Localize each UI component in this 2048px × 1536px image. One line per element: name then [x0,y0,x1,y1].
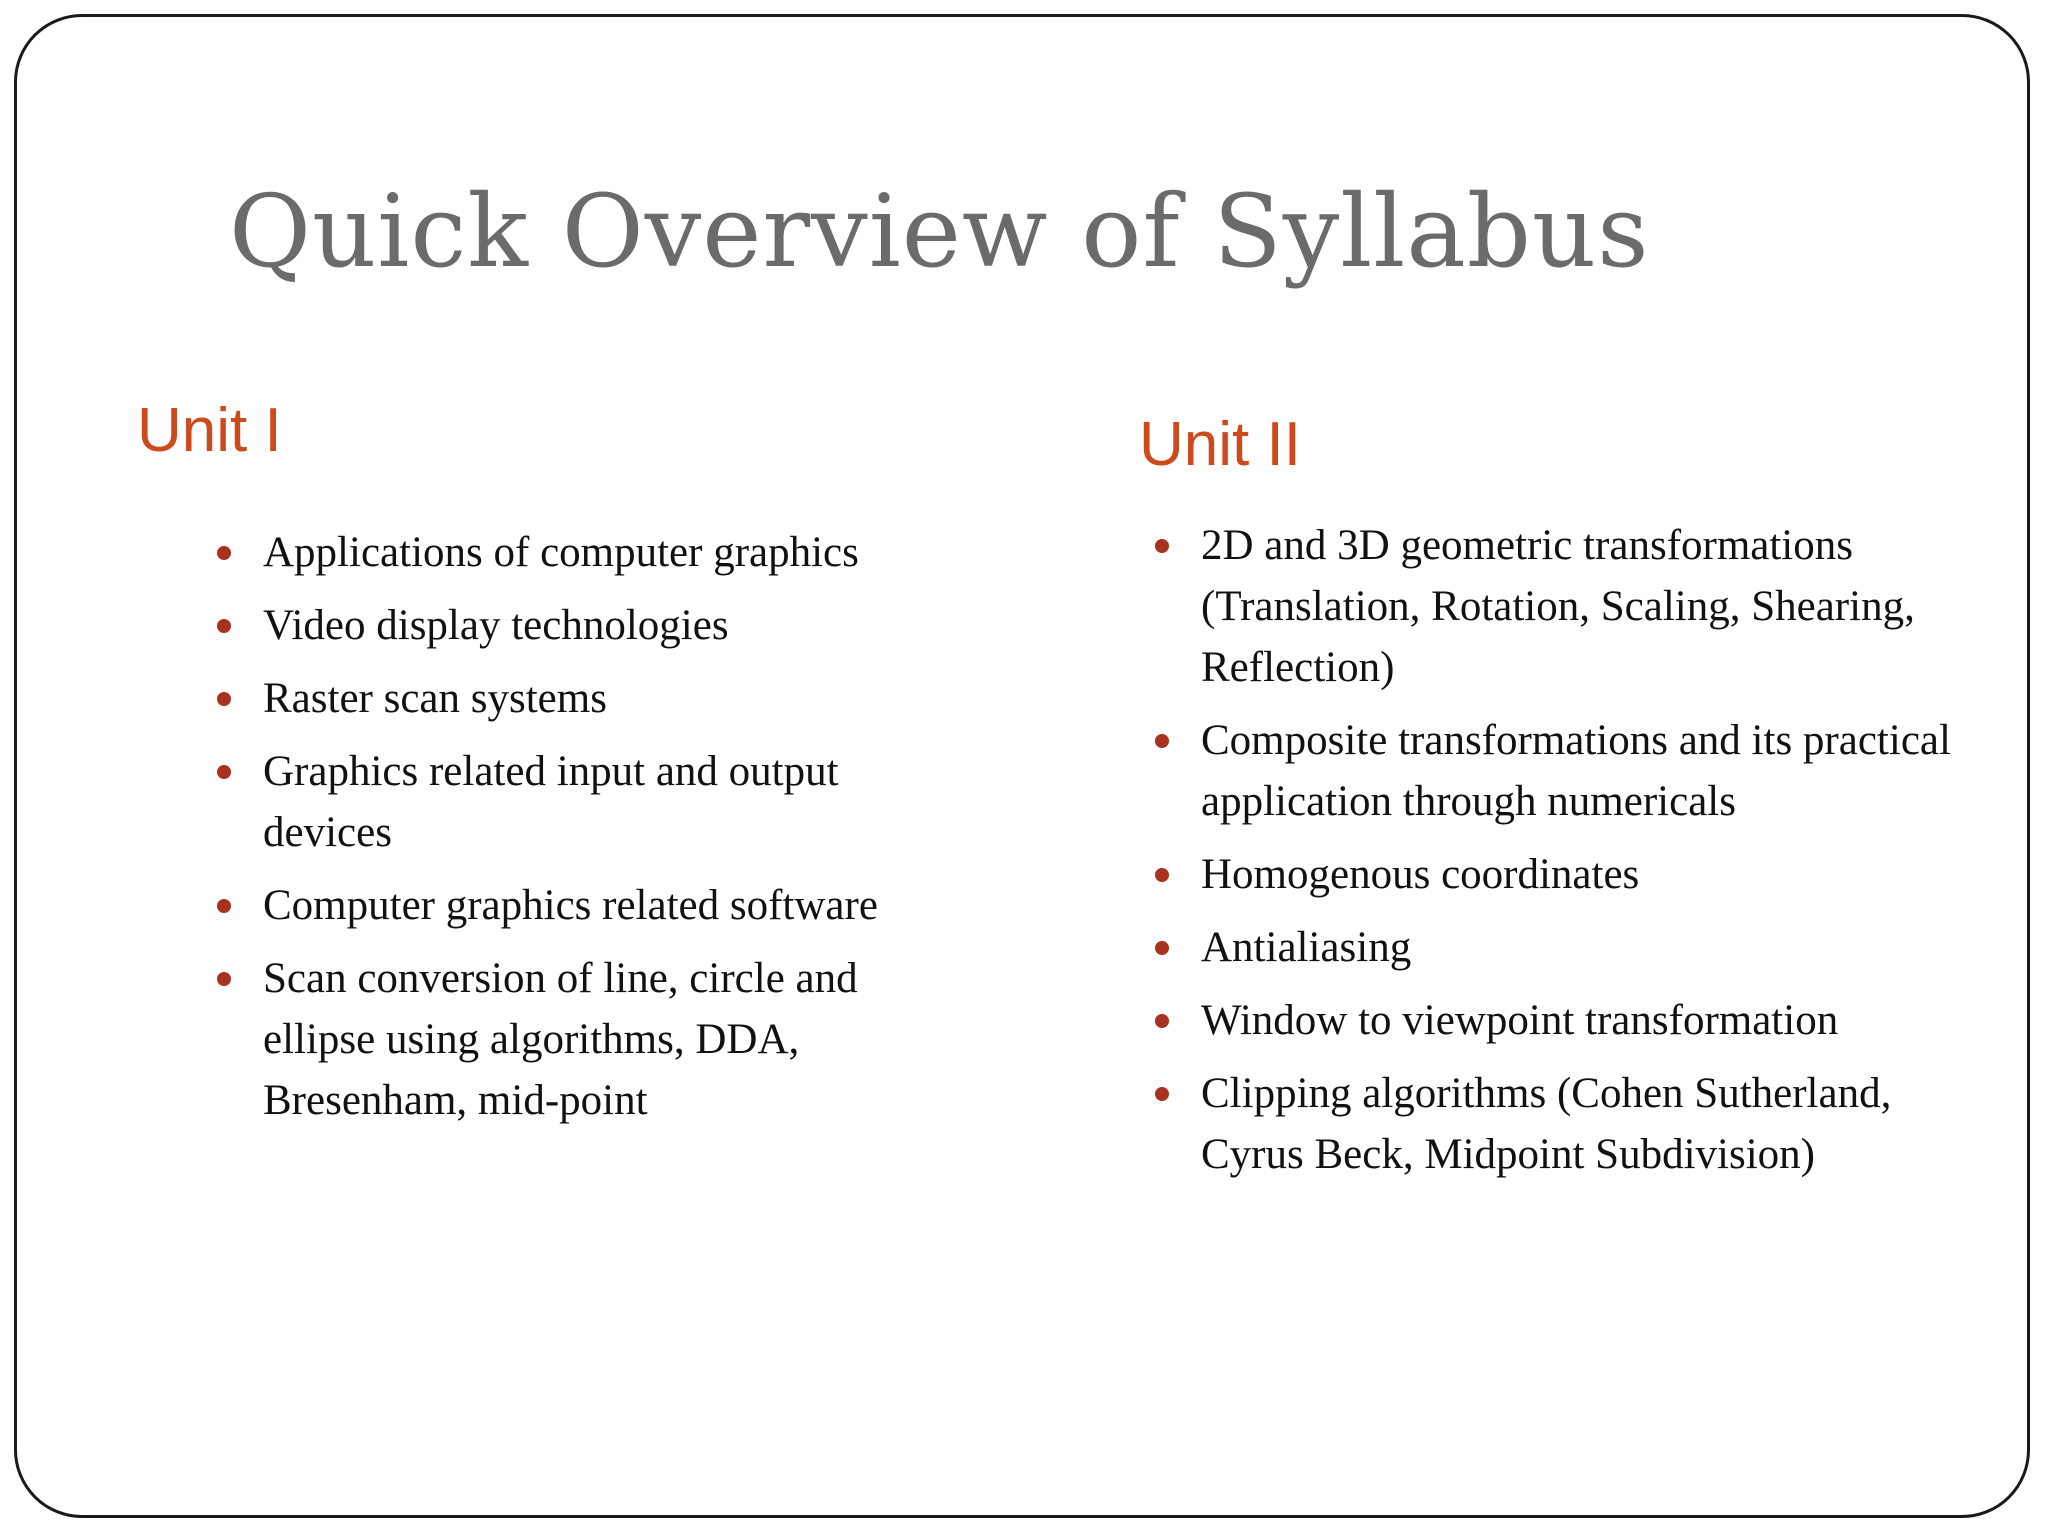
bullet-icon [217,546,231,560]
list-item-text: Video display technologies [263,602,729,649]
bullet-icon [1155,734,1169,748]
list-item-text: Scan conversion of line, circle and ellipse using algorithms, DDA, Bresenham, mid-point [263,955,858,1124]
list-item [213,875,933,936]
unit-1-topic-list [213,522,933,1143]
bullet-icon [1155,539,1169,553]
unit-2-heading: Unit II [1139,410,1301,479]
bullet-icon [217,972,231,986]
bullet-icon [1155,1014,1169,1028]
list-item [213,668,933,729]
list-item-text: Applications of computer graphics [263,529,859,576]
bullet-icon [217,899,231,913]
list-item-text: Graphics related input and output devices [263,748,839,856]
list-item [1151,844,1983,905]
unit-1-heading: Unit I [137,396,282,465]
bullet-icon [217,619,231,633]
list-item [1151,710,1983,832]
list-item-text: Antialiasing [1201,924,1412,971]
list-item-text: Homogenous coordinates [1201,851,1640,898]
slide [14,14,2030,1518]
list-item [213,741,933,863]
slide-title: Quick Overview of Syllabus [229,173,1650,290]
list-item [213,595,933,656]
list-item-text: Raster scan systems [263,675,607,722]
unit-2-topic-list [1151,515,1983,1197]
list-item-text: Window to viewpoint transformation [1201,997,1839,1044]
bullet-icon [1155,1087,1169,1101]
bullet-icon [217,765,231,779]
bullet-icon [1155,868,1169,882]
list-item [1151,1063,1983,1185]
list-item-text: Clipping algorithms (Cohen Sutherland, Cyrus Beck, Midpoint Subdivision) [1201,1070,1892,1178]
list-item [213,522,933,583]
list-item [1151,917,1983,978]
bullet-icon [1155,941,1169,955]
list-item [1151,990,1983,1051]
list-item [1151,515,1983,698]
list-item [213,948,933,1131]
bullet-icon [217,692,231,706]
list-item-text: Computer graphics related software [263,882,878,929]
list-item-text: Composite transformations and its practical application through numericals [1201,717,1951,825]
list-item-text: 2D and 3D geometric transformations (Translation, Rotation, Scaling, Shearing, Reflection) [1201,522,1915,691]
